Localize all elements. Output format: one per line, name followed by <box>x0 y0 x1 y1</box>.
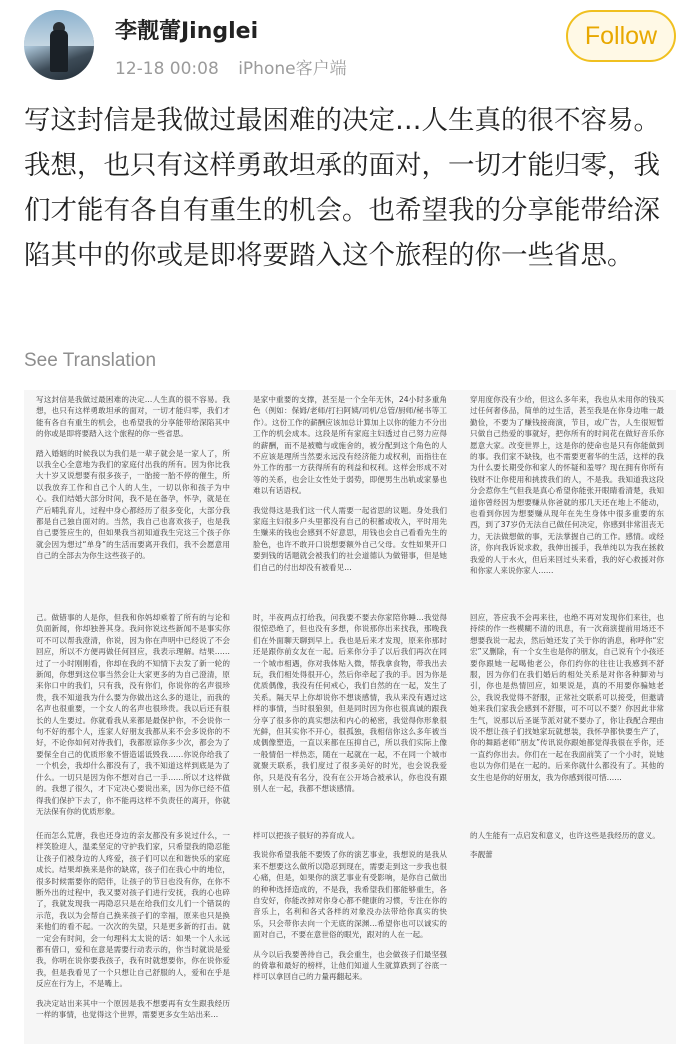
image-tile-6[interactable] <box>458 608 676 826</box>
tile-paragraph: 我觉得这是我们这一代人需要一起省思的议题。身处我们家庭主妇很多户头里都没有自己的积蓄或收入，平时用先生赚来的钱也会感到不好意思，用钱也会自己看看先生的脸色，也许不敢开口说想要额外自己父母。女性如果开口要到钱的话题就会被我们的社会道德认为做错事，但是她们自己的付出却没有被看见… <box>253 505 447 572</box>
tile-paragraph: 从今以后我要善待自己，我会重生，也会做孩子们最坚强的倚靠和最好的榜样，让他们知道人生就算跌到了谷底一样可以拿回自己的力量再翻起来。 <box>253 949 447 982</box>
tile-paragraph: 我决定站出来其中一个原因是我不想要再有女生跟我经历一样的事情，也觉得这个世界，需要更多女生站出来… <box>36 998 230 1020</box>
see-translation-link[interactable]: See Translation <box>24 350 157 371</box>
image-tile-5[interactable] <box>241 608 459 826</box>
post-time: 12-18 00:08 <box>115 59 219 79</box>
image-tile-1[interactable] <box>24 390 242 608</box>
follow-button[interactable]: Follow <box>566 10 676 62</box>
image-tile-7[interactable] <box>24 826 242 1044</box>
image-tile-3[interactable] <box>458 390 676 608</box>
tile-signature: 李靓蕾 <box>470 850 493 860</box>
tile-paragraph: 时，半夜两点打给我，问我要不要去你家陪你睡…我觉得很惊恐绝了，但也没有多想，你说那你出来找我，那晚我们在外面聊天聊到早上。我也是后来才发现，原来你那时还是跟你前女友在一起。后来你分手了以后我们再次在同一个城市相遇，你对我体贴入微，帮我拿食物，带我出去玩，我们相处得很开心，然后你牵起了我的手。因为你是优质偶像，我没有任何戒心，我们自然的在一起，发生了关系。隔天早上你却说你不想谈感情，我从来没有遇过这样的事情，当时很狼狈，但是同时因为你也很真诚的跟我分享了很多你的真实想法和内心的秘密，我觉得你形象很光鲜，但其实你不开心，很孤独，我相信你这么多年被当成偶像塑造，一直以来都在压抑自己，所以我们实际上像一般情侣一样热恋，随在一起就在一起，不在同一个城市就聚天联系，我们度过了很多美好的时光，也会说我爱你，只是没有名分，没有在公开场合被承认，你也没有跟别人在一起，我都不想谈感情。 <box>253 613 447 794</box>
tile-paragraph: 踏入婚姻的时候我以为我们是一辈子就会是一家人了，所以我全心全意地为我们的家庭付出我的所有。因为你比我大十岁又说想要有很多孩子，一胎接一胎不停的催生，所以我放弃工作和自己个人的人生，一切以你和孩子为中心。我们结婚大部分时间，我不是在备孕，怀孕，就是在产后哺乳育儿，过程中身心都经历了很多变化，大部分我都是自己独自面对的。当然，我自己也喜欢孩子，也是我自己要签应生的，但如果我当初知道我生完这三个孩子你就会因为想过“单身”的生活而要离开我们，我不会愿意用自己的全部去为你生这些孩子的。 <box>36 448 230 561</box>
tile-paragraph: 任而怎么荒唐，我也还身边的亲友都没有多说过什么，一样笑脸迎人，温柔坚定的守护我们家，只希望我的隐忍能让孩子们被身边的人疼爱，孩子们可以在和谐快乐的家庭成长。结果却换来是你的缺席，孩子们在我心中的地位，很多时候需要你的陪伴，让孩子的节日也没有你，在你不断外出的过程中，我又要对孩子们进行安抚，我的心也碎了，我就发现我一再隐忍只是在给我们女儿们一个错误的示范，我以为会帮自己换来孩子们的幸福，原来也只是换来他们的看不起。一次次的失望，只是更多新的打击。就一定会有时间，会一句理科太太说的话：如果一个人永远都有借口，爱和在意是需要行动表示的，你当时就说是爱我，你明在说你要我孩子，我有时就想要你，你在说你爱我，但是我看见了一个只想让自己舒服的人，爱和在乎是反应在行为上，不是嘴上。 <box>36 831 230 989</box>
author-name[interactable]: 李靓蕾Jinglei <box>115 19 259 44</box>
post-text: 写这封信是我做过最困难的决定…人生真的很不容易。我想，也只有这样勇敢坦承的面对，一切才能归零，我们才能有各自有重生的机会。也希望我的分享能带给深陷其中的你或是即将要踏入这个旅程的你一些省思。 <box>24 105 660 271</box>
tile-paragraph: 是家中重要的支撑，甚至是一个全年无休，24小时多重角色（例如：保姆/老师/打扫阿姨/司机/总管/厨师/秘书等工作）。这份工作的薪酬应该加总计算加上以你的能力不分出工作的机会成本。这段是所有家庭主妇透过自己努力应得的薪酬，而不是被赡与或施舍的，被分配到这个角色的人不应该是理所当然要永远没有经济能力或权利，而指往在外工作的那一方获得所有的利益和权利。这样会形成不对等的关系，也会让女性处于弱势，即便男生出轨或家暴也难以有话语权。 <box>253 395 447 496</box>
tile-paragraph: 己。做错事的人是你，但我和你妈却乘着了所有的与论和负面新闻，你却独善其身。我问你说这些新闻不是事实你可不可以帮我澄清，你说，因为你在声明中已经说了不会回应，所以不方便再做任何回应，我表示理解。结果……过了一小时刚刚看，你却在我的不知情下去发了新一轮的新闻，你想到这位事当然会让大家更多的为自己澄清，原来你口中的我们，只有我，没有你们，你说你的名声很珍贵，我不知道我为什么要为你做出这么多的退让，而我的名声也很重要，一个女人的名声也很珍贵。我以后还有很长的人生要过。你就看我从来都是最保护你，不会说你一句不好的那个人，连家人好朋友我都从来不会多说你的不好，不论你如何对待我们，我都原谅你多少次，都会为了要保全自己的优质形象不惜造谣诋毁我……你说你给我了一个机会，我却什么都没有了，我不知道这样到底是为了什么。一切只是因为你不想对自己一手……所以才这样做的。我想了很久，才下定决心要说出来，因为你已经不值得我们保护下去了，你不能再这样不负责任的离开，你就无法保有你的优质形象。 <box>36 613 230 816</box>
image-tile-9[interactable] <box>458 826 676 1044</box>
tile-paragraph: 回应，答应我不会再来往，也绝不再对发现你们来往，也持续的作一些模糊不清的讯息，有一次商演提前用场还不想要我说一起去，然后她还发了关于你的消息，称呼你“宏宏”又删除，有一个女生也是你的朋友，自己说有个小孩还要你跟她一起喝他老公，你们约你的往往让我感到不舒服，因为你们在我们婚后的相处关系是对你各种脚劝与引，你也是热情回应，如果说是，真的不用要你骗她老公，我说我觉得不舒服，正常社交联系可以接受，但邀请她来我们家我会感到不舒服，可不可以不要？你因此非常生气，说那以后圣诞节派对就不要办了，你让我配合理由说不想让孩子们找她家玩就想装，我怀孕都快要生产了，你的舞蹈老师“朋友”传讯说你跟她都觉得我很在乎你，还一直约你出去。你们在一起在我面前笑了一个小时，说她也以为你们是在一起的。后来你就什么都没有了。其他的女生也是你的好朋友，我为你感到很可惜…… <box>470 613 664 782</box>
image-tile-8[interactable] <box>241 826 459 1044</box>
tile-paragraph: 穿用度你没有少给，但这么多年来，我也从未用你的钱买过任何奢侈品，简单的过生活，甚至我是在你身边唯一最勤俭，不要为了赚钱接商演，节目，或广告，人生很短暂只做自己热爱的事就好，把你所有的时间花在做好音乐你愿意大家。改变世界上，这是你的使命也是只有你能做到的事。我们家不缺钱，也不需要更奢华的生活，这样的我为什么要长期受你和家人的怀疑和羞辱？现在拥有你所有钱财不让你使用和挑拨我们的人，不是我。我知道我这段分会惹你生气但我是真心希望你能张开眼睛看清楚，我知道你曾经因为想要赚从你爸就的那几天还在地上不能动，也看到你因为想要赚从现年在先生身体中很多重要的东西，到了37岁仍无法自己做任何决定，你感到非常沮丧无力，无法做想做的事，无法掌握自己的工作。感情。或经济，你向我诉说求救，我伸出援手，我单纯以为我在拯救我爱的人于水火，但后来回过头来看，我的好心救援对你和你家人来说你家人…… <box>470 395 664 576</box>
post-header <box>0 0 700 92</box>
avatar[interactable] <box>24 10 94 80</box>
image-tile-4[interactable] <box>24 608 242 826</box>
tile-paragraph: 写这封信是我做过最困难的决定…人生真的很不容易。我想，也只有这样勇敢坦承的面对，一切才能归零，我们才能有各自有重生的机会，也希望我的分享能带给深陷其中的你或是即将要踏入这个旅程的你一些省思。 <box>36 395 230 439</box>
tile-paragraph: 样可以把孩子很好的养育成人。 <box>253 831 360 840</box>
post-source: iPhone客户端 <box>238 59 347 79</box>
post-meta <box>115 54 361 79</box>
tile-paragraph: 我说你希望我能不要毁了你的演艺事业，我想说的是我从来不想要这么做所以隐忍到现在，需要走到这一步我也很心痛，但是，如果你的演艺事业有受影响，是你自己做出的种种选择造成的，不是我，我希望我们都能够重生，各自安好，你能改掉对你身心都不健康的习惯，专注在你的音乐上，名利和各式各样的对象没办法带给你真实的快乐，只会带你去向一个无底的深渊…希望你也可以诚实的面对自己，不要在意世俗的眼光，跟对的人在一起。 <box>253 850 447 940</box>
image-tile-2[interactable] <box>241 390 459 608</box>
tile-paragraph: 的人生能有一点启发和意义，也许这些是我经历的意义。 <box>470 831 660 840</box>
